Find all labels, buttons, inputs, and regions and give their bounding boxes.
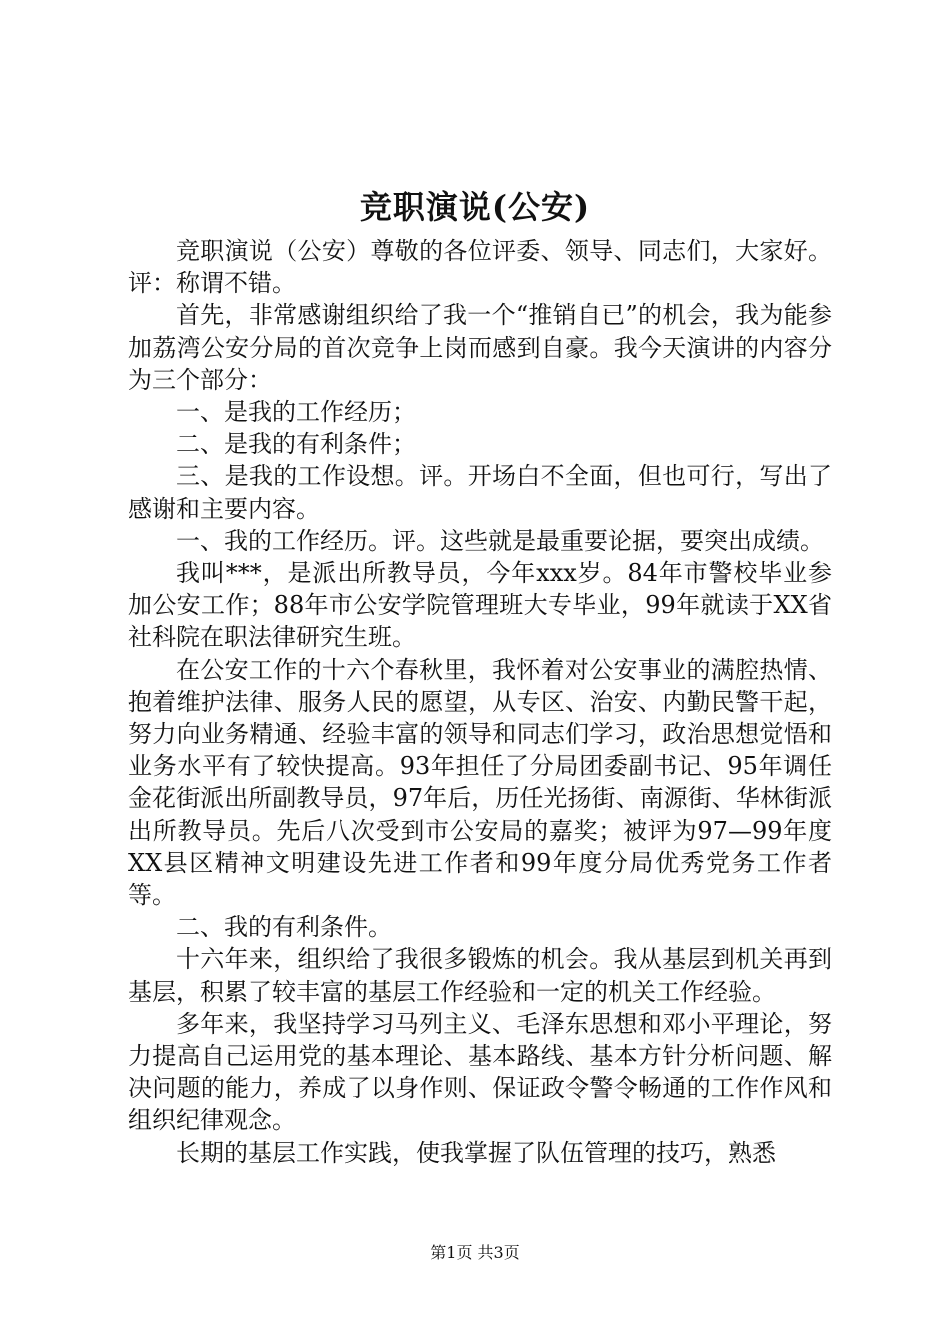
paragraph: 我叫***，是派出所教导员，今年xxx岁。84年市警校毕业参加公安工作；88年市公安学院管理班大专毕业，99年就读于XX省社科院在职法律研究生班。 [128, 559, 832, 652]
paragraph: 二、我的有利条件。 [176, 913, 392, 942]
paragraph: 十六年来，组织给了我很多锻炼的机会。我从基层到机关再到基层，积累了较丰富的基层工作经验和一定的机关工作经验。 [128, 945, 832, 1006]
paragraph: 长期的基层工作实践，使我掌握了队伍管理的技巧，熟悉 [176, 1138, 776, 1167]
paragraph: 在公安工作的十六个春秋里，我怀着对公安事业的满腔热情、抱着维护法律、服务人民的愿望，从专区、治安、内勤民警干起，努力向业务精通、经验丰富的领导和同志们学习，政治思想觉悟和业务水平有了较快提高。93年担任了分局团委副书记、95年调任金花街派出所副教导员，97年后，历任光扬街、南源街、华林街派出所教导员。先后八次受到市公安局的嘉奖；被评为97—99年度XX县区精神文明建设先进工作者和99年度分局优秀党务工作者等。 [128, 655, 832, 910]
paragraph: 首先，非常感谢组织给了我一个“推销自已”的机会，我为能参加荔湾公安分局的首次竞争上岗而感到自豪。我今天演讲的内容分为三个部分： [128, 301, 832, 394]
paragraph: 多年来，我坚持学习马列主义、毛泽东思想和邓小平理论，努力提高自己运用党的基本理论、基本路线、基本方针分析问题、解决问题的能力，养成了以身作则、保证政令警令畅通的工作作风和组织纪律观念。 [128, 1009, 832, 1135]
paragraph: 三、是我的工作设想。评。开场白不全面，但也可行，写出了感谢和主要内容。 [128, 462, 832, 523]
paragraph: 竞职演说（公安）尊敬的各位评委、领导、同志们，大家好。评：称谓不错。 [128, 237, 832, 298]
document-body [128, 235, 832, 1169]
paragraph: 一、是我的工作经历； [176, 398, 416, 427]
page-footer: 第1页 共3页 [430, 1243, 520, 1262]
document-title: 竞职演说(公安) [359, 188, 591, 226]
paragraph: 一、我的工作经历。评。这些就是最重要论据，要突出成绩。 [176, 526, 824, 555]
paragraph: 二、是我的有利条件； [176, 430, 416, 459]
